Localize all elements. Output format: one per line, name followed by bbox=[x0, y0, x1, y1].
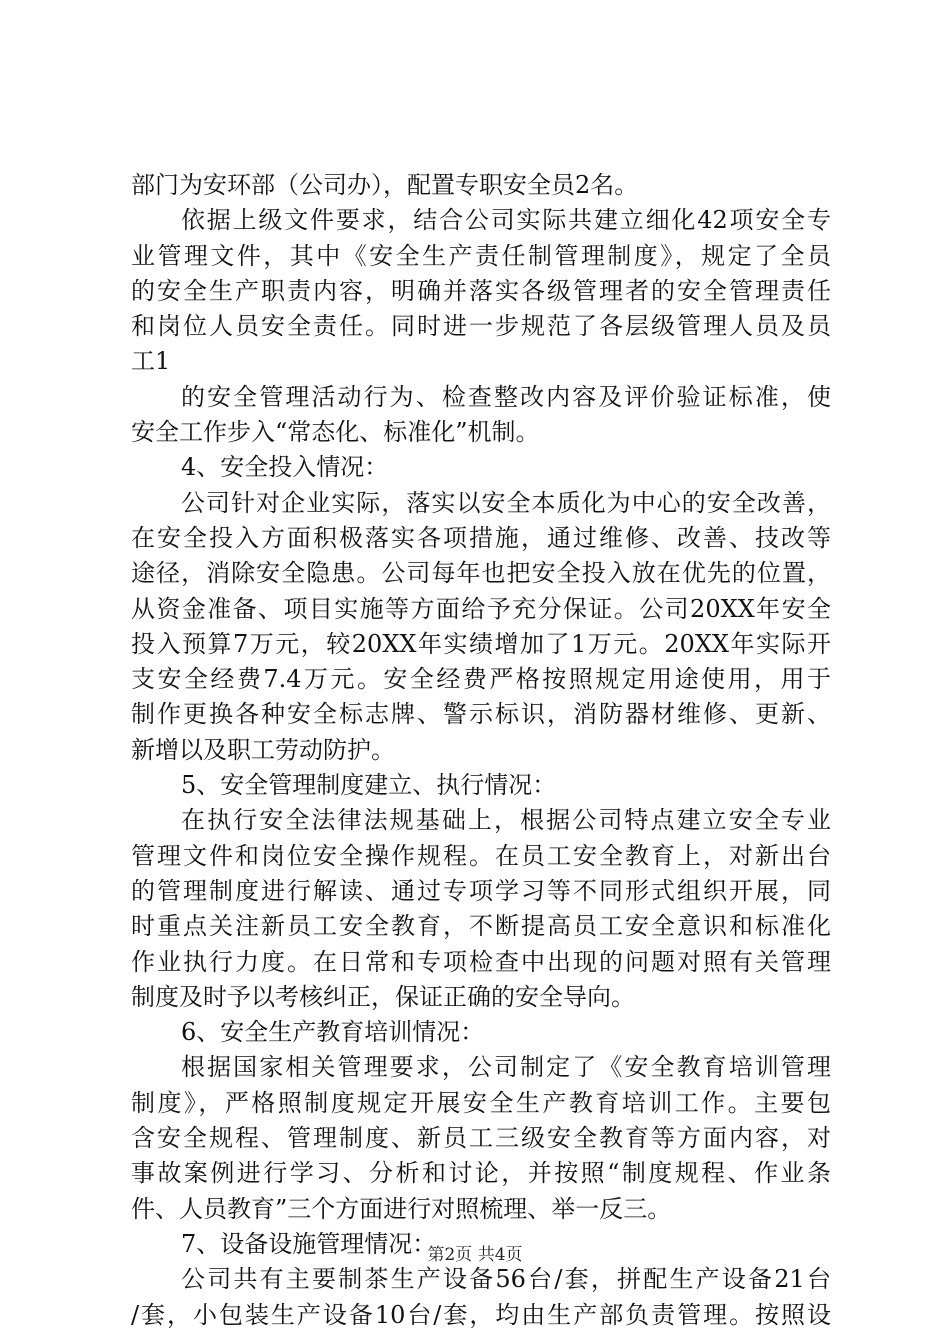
body-line: 作业执行力度。在日常和专项检查中出现的问题对照有关管理 bbox=[131, 947, 831, 976]
body-line: 的管理制度进行解读、通过专项学习等不同形式组织开展，同 bbox=[131, 876, 831, 905]
section-heading: 4、安全投入情况： bbox=[181, 453, 389, 482]
body-line: 含安全规程、管理制度、新员工三级安全教育等方面内容，对 bbox=[131, 1124, 831, 1153]
body-line: 新增以及职工劳动防护。 bbox=[131, 735, 395, 764]
body-line: 依据上级文件要求，结合公司实际共建立细化42项安全专 bbox=[181, 206, 831, 235]
body-line: 业管理文件，其中《安全生产责任制管理制度》，规定了全员 bbox=[131, 241, 831, 270]
body-line: 公司共有主要制茶生产设备56台/套，拼配生产设备21台 bbox=[181, 1265, 831, 1294]
body-line: 部门为安环部（公司办），配置专职安全员2名。 bbox=[131, 171, 639, 199]
body-line: 公司针对企业实际，落实以安全本质化为中心的安全改善， bbox=[181, 488, 831, 517]
body-line: 根据国家相关管理要求，公司制定了《安全教育培训管理 bbox=[181, 1053, 831, 1082]
body-line: /套，小包装生产设备10台/套，均由生产部负责管理。按照设 bbox=[131, 1300, 831, 1329]
body-line: 投入预算7万元，较20XX年实绩增加了1万元。20XX年实际开 bbox=[131, 629, 831, 658]
body-line: 工1 bbox=[131, 347, 171, 376]
section-heading: 5、安全管理制度建立、执行情况： bbox=[181, 771, 557, 800]
body-line: 在执行安全法律法规基础上，根据公司特点建立安全专业 bbox=[181, 806, 831, 835]
section-heading: 6、安全生产教育培训情况： bbox=[181, 1018, 485, 1047]
body-line: 制度》，严格照制度规定开展安全生产教育培训工作。主要包 bbox=[131, 1088, 831, 1117]
body-line: 和岗位人员安全责任。同时进一步规范了各层级管理人员及员 bbox=[131, 312, 831, 341]
page-number-footer: 第2页 共4页 bbox=[427, 1245, 523, 1265]
body-line: 管理文件和岗位安全操作规程。在员工安全教育上，对新出台 bbox=[131, 841, 831, 870]
body-line: 支安全经费7.4万元。安全经费严格按照规定用途使用，用于 bbox=[131, 665, 831, 694]
body-line: 安全工作步入“常态化、标准化”机制。 bbox=[131, 418, 540, 447]
body-line: 制作更换各种安全标志牌、警示标识，消防器材维修、更新、 bbox=[131, 700, 831, 729]
body-line: 时重点关注新员工安全教育，不断提高员工安全意识和标准化 bbox=[131, 912, 831, 941]
body-line: 件、人员教育”三个方面进行对照梳理、举一反三。 bbox=[131, 1194, 672, 1223]
body-line: 的安全管理活动行为、检查整改内容及评价验证标准，使 bbox=[181, 382, 831, 411]
body-line: 制度及时予以考核纠正，保证正确的安全导向。 bbox=[131, 982, 635, 1011]
body-line: 的安全生产职责内容，明确并落实各级管理者的安全管理责任 bbox=[131, 276, 831, 305]
body-line: 在安全投入方面积极落实各项措施，通过维修、改善、技改等 bbox=[131, 523, 831, 552]
body-line: 事故案例进行学习、分析和讨论，并按照“制度规程、作业条 bbox=[131, 1159, 831, 1188]
document-body bbox=[131, 168, 831, 1333]
body-line: 从资金准备、项目实施等方面给予充分保证。公司20XX年安全 bbox=[131, 594, 831, 623]
body-line: 途径，消除安全隐患。公司每年也把安全投入放在优先的位置， bbox=[131, 559, 831, 588]
section-heading: 7、设备设施管理情况： bbox=[181, 1229, 437, 1258]
